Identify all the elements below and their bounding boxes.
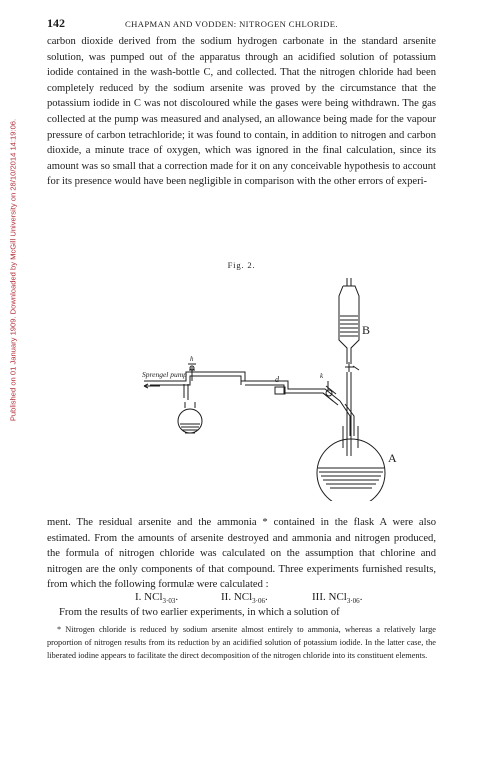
apparatus-figure [140, 276, 430, 501]
joint-d-label: d [275, 375, 279, 384]
formula-2: II. NCl$_{3\cdot 06}$. [221, 591, 268, 606]
pump-label: Sprengel pump [142, 370, 187, 379]
download-watermark-text: Published on 01 January 1909. Downloaded by McGill University on 28/10/2014 14:19:06. [8, 118, 18, 422]
figure-caption: Fig. 2. [227, 260, 256, 270]
page-header [47, 16, 442, 32]
page-number: 142 [47, 16, 65, 30]
footnote: * Nitrogen chloride is reduced by sodium arsenite almost entirely to ammonia, whereas a relatively large proportion of nitrogen results from its reduction by an acidified solution of potassium iodide. In the latter case, the liberated iodine appears to facilitate the direct decomposition of the nitrogen chloride into its constituent elements. [47, 625, 436, 660]
tap-h-label: h [190, 355, 194, 363]
tap-k-label: k [320, 372, 324, 380]
bulb-b-label: B [362, 323, 371, 337]
paragraph-3: From the results of two earlier experiments, in which a solution of [59, 607, 340, 618]
formula-1: I. NCl$_{3\cdot 03}$. [135, 591, 179, 606]
paragraph-2: ment. The residual arsenite and the ammonia * contained in the flask A were also estimated. From the amounts of arsenite destroyed and ammonia and nitrogen produced, the formula of nitrogen chloride was calculated on the assumption that chlorine and nitrogen are the only components of that compound. Three experiments furnished results, from which the following formulæ were calculated : [47, 517, 436, 591]
formula-3: III. NCl$_{3\cdot 06}$. [312, 591, 363, 606]
tap-k [323, 381, 336, 401]
download-watermark [7, 40, 19, 500]
flask-a-label: A [388, 451, 397, 465]
running-head: CHAPMAN AND VODDEN: NITROGEN CHLORIDE. [125, 19, 338, 29]
wash-bottle-c [184, 384, 188, 400]
paragraph-1: carbon dioxide derived from the sodium hydrogen carbonate in the standard arsenite solution, was pumped out of the apparatus through an acidified solution of potassium iodide contained in the wash-bottle C, and collected. That the nitrogen chloride had been completely reduced by the sodium arsenite was proved by the circumstance that the potassium iodide in C was not discoloured while the gases were being withdrawn. The gas collected at the pump was measured and analysed, an allowance being made for the vapour pressure of carbon tetrachloride; it was found to contain, in addition to nitrogen and carbon dioxide, a minute trace of oxygen, which was ignored in the final calculation, since its amount was so small that a correction made for it on any conceivable hypothesis to account for its presence would have been negligible in comparison with the other errors of experi- [47, 36, 436, 188]
funnel-b [347, 278, 351, 286]
